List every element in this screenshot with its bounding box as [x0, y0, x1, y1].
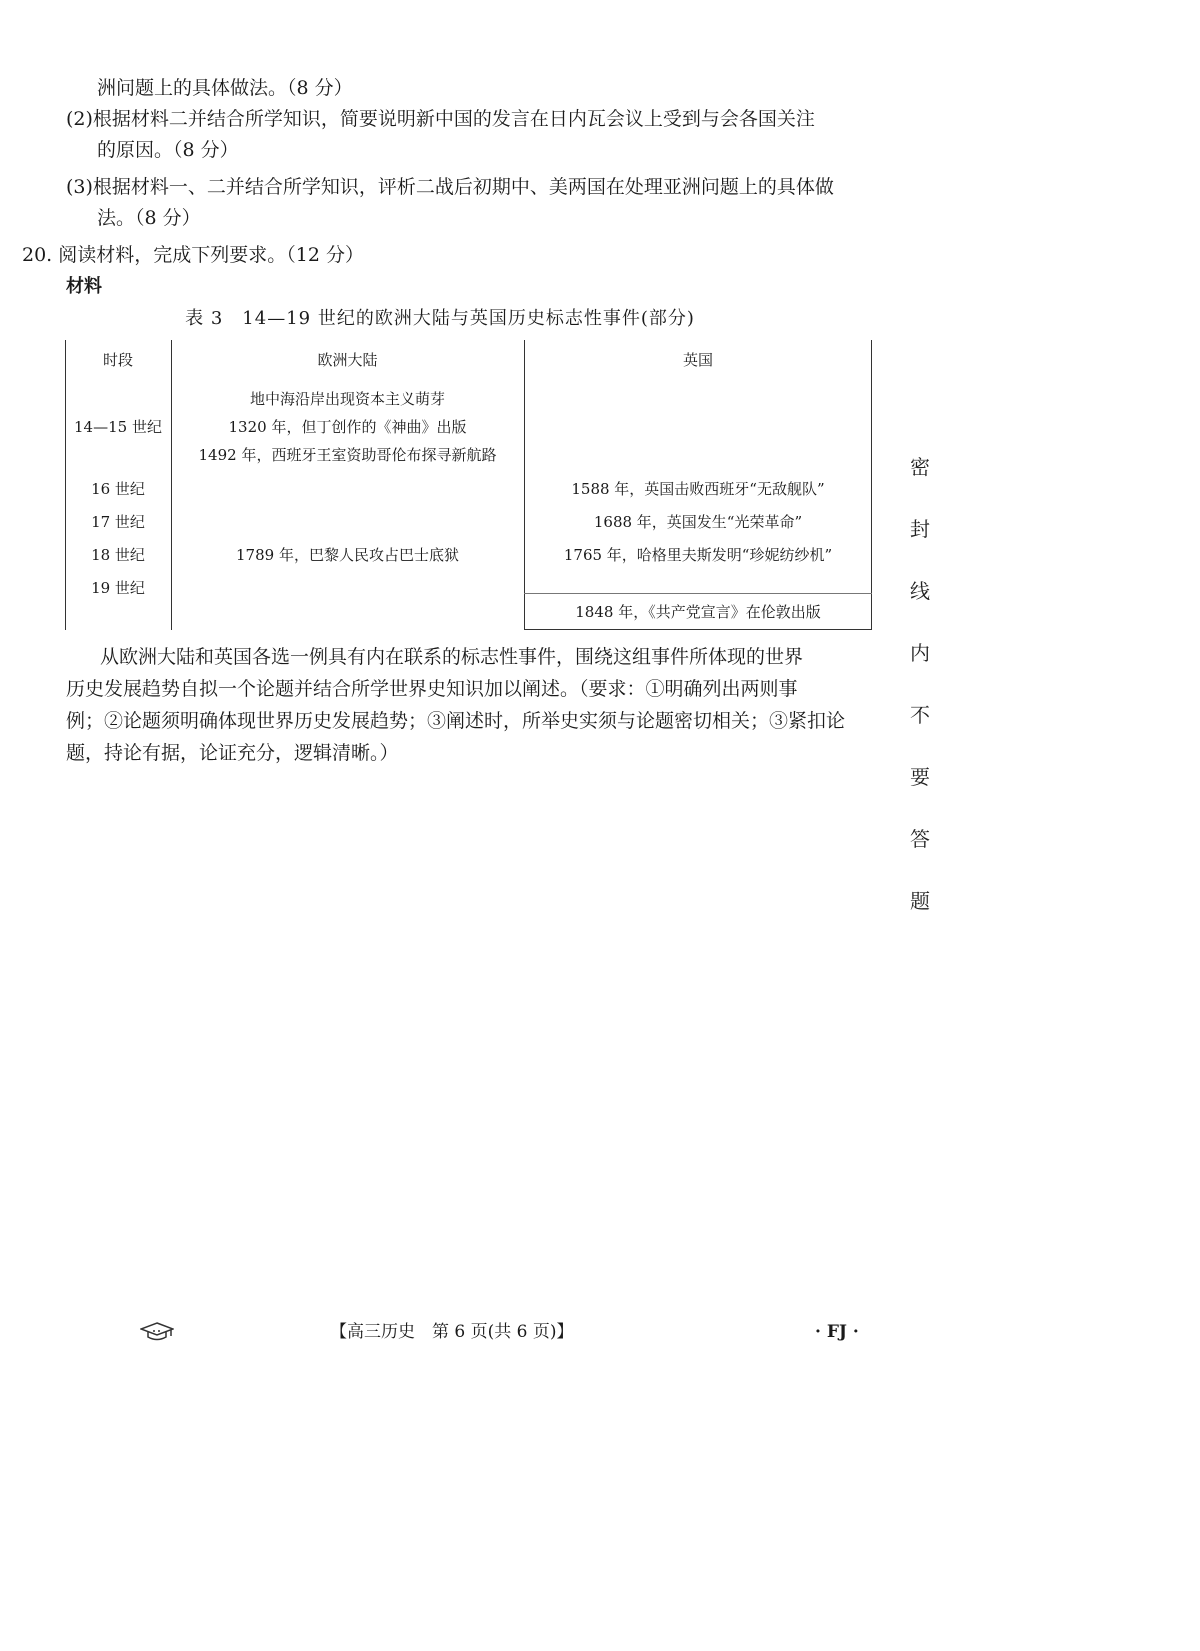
- table-cell-britain: 1848 年，《共产党宣言》在伦敦出版: [575, 603, 821, 621]
- q20-title: 20. 阅读材料，完成下列要求。（12 分）: [22, 244, 364, 266]
- table-cell-period: 16 世纪: [91, 480, 145, 498]
- q19-part3-line1: (3)根据材料一、二并结合所学知识，评析二战后初期中、美两国在处理亚洲问题上的具体做: [66, 176, 834, 198]
- table-cell-europe: 1320 年，但丁创作的《神曲》出版: [228, 418, 467, 436]
- requirement-line2: 历史发展趋势自拟一个论题并结合所学世界史知识加以阐述。（要求：①明确列出两则事: [66, 678, 798, 700]
- table-cell-period: 18 世纪: [91, 546, 145, 564]
- table-border-bottom: [524, 629, 872, 630]
- material-label: 材料: [66, 276, 102, 297]
- table-cell-europe: 地中海沿岸出现资本主义萌芽: [249, 390, 445, 408]
- table-header-britain: 英国: [682, 351, 713, 369]
- requirement-line1: 从欧洲大陆和英国各选一例具有内在联系的标志性事件，围绕这组事件所体现的世界: [100, 646, 804, 668]
- table-cell-period: 14—15 世纪: [74, 418, 162, 436]
- table-cell-europe: 1492 年，西班牙王室资助哥伦布探寻新航路: [198, 446, 497, 464]
- q19-part3-line2: 法。（8 分）: [97, 207, 201, 229]
- graduation-cap-icon: [140, 1322, 174, 1346]
- seal-char: 线: [910, 579, 930, 603]
- table-cell-period: 17 世纪: [91, 513, 145, 531]
- requirement-line3: 例；②论题须明确体现世界历史发展趋势；③阐述时，所举史实须与论题密切相关；③紧扣论: [66, 710, 846, 732]
- table-header-europe: 欧洲大陆: [317, 351, 378, 369]
- table-caption: 表 3 14—19 世纪的欧洲大陆与英国历史标志性事件(部分): [185, 308, 695, 329]
- table-header-period: 时段: [102, 351, 133, 369]
- seal-char: 题: [910, 889, 930, 913]
- seal-char: 答: [910, 827, 930, 851]
- events-table: [65, 340, 872, 630]
- page-info: 【高三历史 第 6 页(共 6 页)】: [330, 1322, 574, 1342]
- q19-part1-continuation: 洲问题上的具体做法。（8 分）: [97, 77, 353, 99]
- seal-char: 密: [910, 455, 930, 479]
- table-cell-period: 19 世纪: [91, 579, 145, 597]
- requirement-line4: 题，持论有据，论证充分，逻辑清晰。）: [66, 742, 399, 764]
- q19-part2-line1: (2)根据材料二并结合所学知识，简要说明新中国的发言在日内瓦会议上受到与会各国关注: [66, 108, 815, 130]
- seal-char: 不: [910, 703, 930, 727]
- seal-char: 内: [910, 641, 930, 665]
- table-divider-1: [171, 340, 172, 630]
- table-cell-britain: 1688 年，英国发生“光荣革命”: [593, 513, 803, 531]
- table-cell-britain: 1588 年，英国击败西班牙“无敌舰队”: [571, 480, 825, 498]
- seal-char: 要: [910, 765, 930, 789]
- table-row-separator: [524, 593, 872, 594]
- table-cell-britain: 1765 年，哈格里夫斯发明“珍妮纺纱机”: [563, 546, 833, 564]
- paper-code: · FJ ·: [815, 1322, 859, 1342]
- seal-char: 封: [910, 517, 930, 541]
- q19-part2-line2: 的原因。（8 分）: [97, 139, 239, 161]
- table-cell-europe: 1789 年，巴黎人民攻占巴士底狱: [236, 546, 459, 564]
